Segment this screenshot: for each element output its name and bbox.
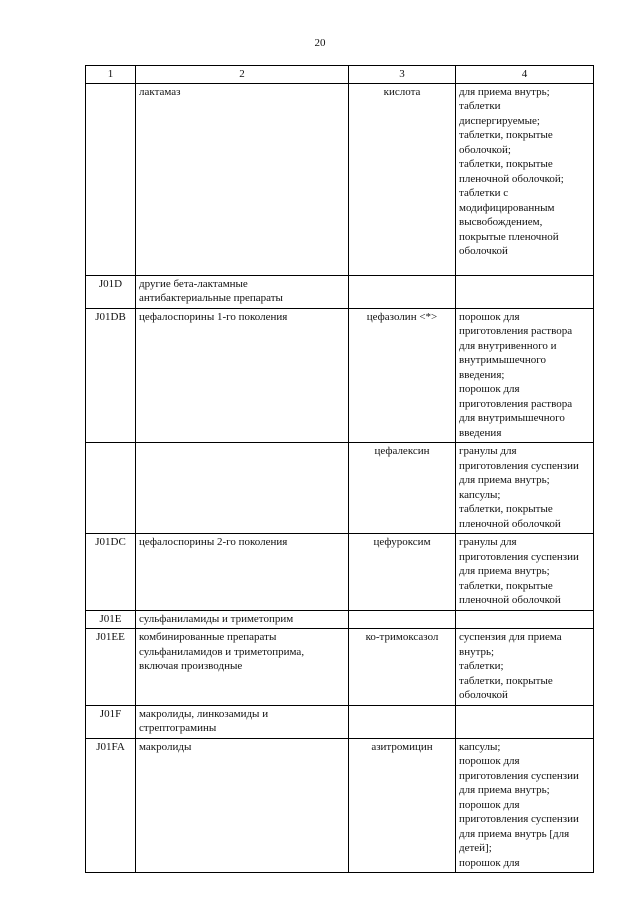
atc-code-cell: J01F [86, 705, 136, 738]
dosage-form-cell [456, 705, 594, 738]
group-cell: другие бета-лактамные антибактериальные препараты [136, 275, 349, 308]
drug-name-cell [349, 275, 456, 308]
drug-name-cell: ко-тримоксазол [349, 629, 456, 706]
table-row [86, 308, 594, 443]
group-cell: макролиды [136, 738, 349, 873]
atc-code-cell: J01D [86, 275, 136, 308]
table-header-row [86, 66, 594, 84]
column-header: 3 [349, 66, 456, 84]
atc-code-cell [86, 83, 136, 275]
dosage-form-cell [456, 275, 594, 308]
table-row [86, 738, 594, 873]
atc-code-cell: J01DC [86, 534, 136, 611]
column-header: 1 [86, 66, 136, 84]
atc-code-cell: J01FA [86, 738, 136, 873]
drug-name-cell: цефазолин <*> [349, 308, 456, 443]
table-row [86, 83, 594, 275]
drug-name-cell: цефалексин [349, 443, 456, 534]
dosage-form-cell: гранулы для приготовления суспензии для приема внутрь; таблетки, покрытые пленочной оболочкой [456, 534, 594, 611]
drug-name-cell [349, 610, 456, 629]
atc-code-cell [86, 443, 136, 534]
dosage-form-cell: гранулы для приготовления суспензии для приема внутрь; капсулы; таблетки, покрытые пленочной оболочкой [456, 443, 594, 534]
group-cell [136, 443, 349, 534]
dosage-form-cell [456, 610, 594, 629]
table-row [86, 534, 594, 611]
column-header: 4 [456, 66, 594, 84]
drug-name-cell: цефуроксим [349, 534, 456, 611]
table-row [86, 629, 594, 706]
table-row [86, 275, 594, 308]
group-cell: комбинированные препараты сульфаниламидов и триметоприма, включая производные [136, 629, 349, 706]
group-cell: сульфаниламиды и триметоприм [136, 610, 349, 629]
table-row [86, 610, 594, 629]
group-cell: макролиды, линкозамиды и стрептограмины [136, 705, 349, 738]
table-row [86, 705, 594, 738]
dosage-form-cell: для приема внутрь; таблетки диспергируемые; таблетки, покрытые оболочкой; таблетки, покрытые пленочной оболочкой; таблетки с модифицированным высвобождением, покрытые пленочной оболочкой [456, 83, 594, 275]
table-row [86, 443, 594, 534]
drug-table [85, 65, 594, 873]
group-cell: цефалоспорины 1-го поколения [136, 308, 349, 443]
atc-code-cell: J01DB [86, 308, 136, 443]
group-cell: лактамаз [136, 83, 349, 275]
dosage-form-cell: порошок для приготовления раствора для внутривенного и внутримышечного введения; порошок для приготовления раствора для внутримышечного введения [456, 308, 594, 443]
group-cell: цефалоспорины 2-го поколения [136, 534, 349, 611]
dosage-form-cell: суспензия для приема внутрь; таблетки; таблетки, покрытые оболочкой [456, 629, 594, 706]
page-number: 20 [314, 37, 326, 49]
column-header: 2 [136, 66, 349, 84]
drug-name-cell: кислота [349, 83, 456, 275]
atc-code-cell: J01E [86, 610, 136, 629]
atc-code-cell: J01EE [86, 629, 136, 706]
drug-name-cell: азитромицин [349, 738, 456, 873]
drug-name-cell [349, 705, 456, 738]
dosage-form-cell: капсулы; порошок для приготовления суспензии для приема внутрь; порошок для приготовления суспензии для приема внутрь [для детей]; порошок для [456, 738, 594, 873]
